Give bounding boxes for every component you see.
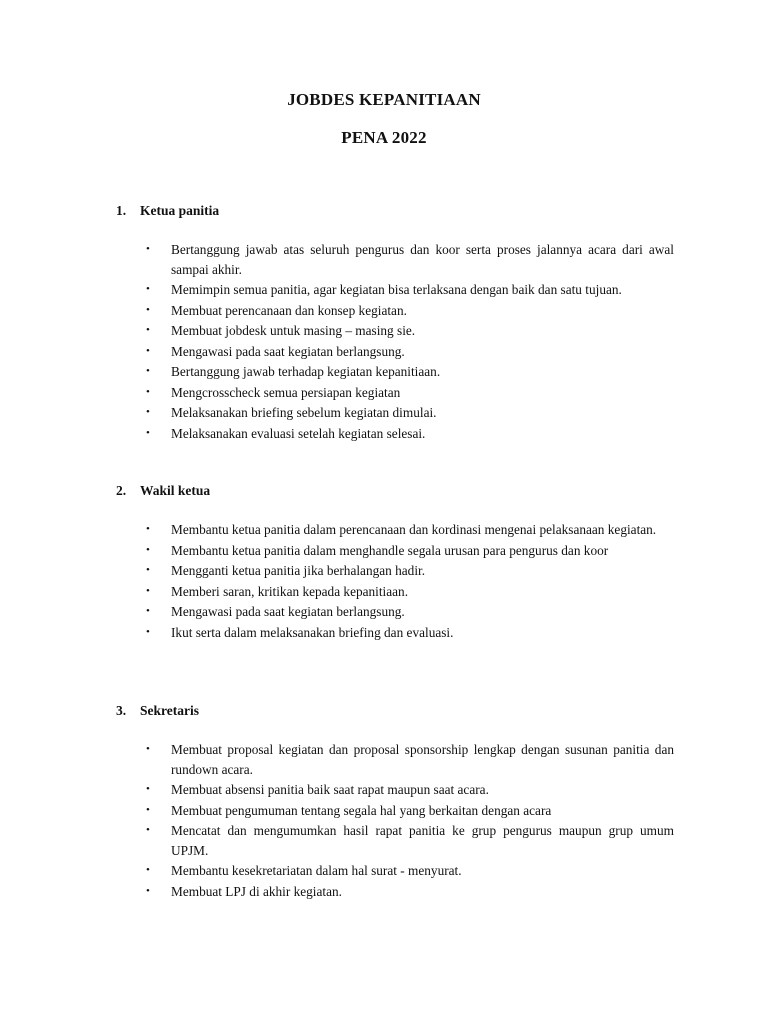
bullet-icon: •: [146, 824, 150, 836]
bullet-list: [116, 520, 676, 642]
list-item-text: Mengawasi pada saat kegiatan berlangsung.: [171, 343, 405, 359]
list-item-text: Memberi saran, kritikan kepada kepanitiaan.: [171, 583, 409, 599]
list-item: [116, 520, 674, 540]
list-item: [116, 821, 674, 860]
bullet-icon: •: [146, 243, 150, 255]
section-number: 1.: [116, 203, 127, 218]
list-item-text: Melaksanakan evaluasi setelah kegiatan selesai.: [171, 425, 426, 441]
bullet-icon: •: [146, 605, 150, 617]
bullet-icon: •: [146, 303, 150, 316]
list-item-text: Membuat pengumuman tentang segala hal yang berkaitan dengan acara: [171, 802, 552, 818]
list-item-text: Membantu kesekretariatan dalam hal surat - menyurat.: [171, 863, 462, 878]
bullet-icon: •: [146, 743, 150, 755]
bullet-icon: •: [146, 543, 150, 556]
document-title: JOBDES KEPANITIAAN: [287, 90, 481, 109]
bullet-icon: •: [146, 385, 150, 398]
section-title: Ketua panitia: [140, 203, 220, 218]
bullet-icon: •: [146, 344, 150, 357]
list-item-text: Membuat perencanaan dan konsep kegiatan.: [171, 302, 407, 318]
list-item-text: Memimpin semua panitia, agar kegiatan bisa terlaksana dengan baik dan satu tujuan.: [171, 282, 622, 297]
list-item: [116, 362, 674, 382]
list-item: [116, 301, 674, 321]
bullet-icon: •: [146, 584, 150, 597]
list-item: [116, 582, 674, 602]
list-item-text: Bertanggung jawab terhadap kegiatan kepanitiaan.: [171, 364, 441, 379]
section-number: 2.: [116, 483, 127, 498]
list-item-text: Membantu ketua panitia dalam menghandle segala urusan para pengurus dan koor: [171, 542, 609, 558]
list-item: [116, 561, 674, 581]
bullet-icon: •: [146, 625, 150, 638]
list-item: [116, 623, 674, 643]
bullet-icon: •: [146, 564, 150, 576]
list-item-text: Mengawasi pada saat kegiatan berlangsung.: [171, 604, 405, 619]
section-sekretaris: [116, 702, 676, 902]
section-wakil-ketua: [116, 482, 676, 643]
bullet-list: [116, 240, 676, 443]
bullet-icon: •: [146, 783, 150, 795]
list-item: [116, 740, 674, 779]
list-item: [116, 861, 674, 881]
list-item-text: Membuat proposal kegiatan dan proposal sponsorship lengkap dengan susunan panitia dan rundown acara.: [171, 742, 674, 777]
bullet-icon: •: [146, 803, 150, 816]
list-item: [116, 240, 674, 279]
list-item-text: Mengganti ketua panitia jika berhalangan hadir.: [171, 563, 426, 578]
section-ketua-panitia: [116, 202, 676, 444]
bullet-icon: •: [146, 283, 150, 295]
bullet-icon: •: [146, 523, 150, 535]
list-item-text: Bertanggung jawab atas seluruh pengurus dan koor serta proses jalannya acara dari awal sampai akhir.: [171, 242, 674, 277]
list-item: [116, 321, 674, 341]
list-item: [116, 780, 674, 800]
list-item: [116, 342, 674, 362]
list-item-text: Melaksanakan briefing sebelum kegiatan dimulai.: [171, 405, 437, 420]
list-item: [116, 801, 674, 821]
section-heading: [116, 482, 676, 500]
list-item-text: Ikut serta dalam melaksanakan briefing dan evaluasi.: [171, 624, 454, 640]
list-item-text: Membantu ketua panitia dalam perencanaan dan kordinasi mengenai pelaksanaan kegiatan.: [171, 522, 657, 537]
section-title: Sekretaris: [140, 703, 199, 718]
bullet-list: [116, 740, 676, 901]
bullet-icon: •: [146, 864, 150, 876]
list-item-text: Mengcrosscheck semua persiapan kegiatan: [171, 384, 401, 400]
section-number: 3.: [116, 703, 127, 718]
section-heading: [116, 702, 676, 720]
list-item: [116, 280, 674, 300]
bullet-icon: •: [146, 365, 150, 377]
list-item: [116, 882, 674, 902]
bullet-icon: •: [146, 324, 150, 336]
list-item: [116, 383, 674, 403]
list-item-text: Membuat absensi panitia baik saat rapat maupun saat acara.: [171, 782, 489, 797]
list-item-text: Membuat jobdesk untuk masing – masing sie.: [171, 323, 416, 338]
bullet-icon: •: [146, 884, 150, 897]
list-item: [116, 602, 674, 622]
bullet-icon: •: [146, 406, 150, 418]
section-heading: [116, 202, 676, 220]
section-title: Wakil ketua: [140, 483, 211, 498]
list-item-text: Membuat LPJ di akhir kegiatan.: [171, 883, 342, 899]
list-item-text: Mencatat dan mengumumkan hasil rapat panitia ke grup pengurus maupun grup umum UPJM.: [171, 823, 674, 858]
bullet-icon: •: [146, 426, 150, 439]
list-item: [116, 403, 674, 423]
list-item: [116, 541, 674, 561]
list-item: [116, 424, 674, 444]
document-subtitle: PENA 2022: [341, 128, 427, 147]
